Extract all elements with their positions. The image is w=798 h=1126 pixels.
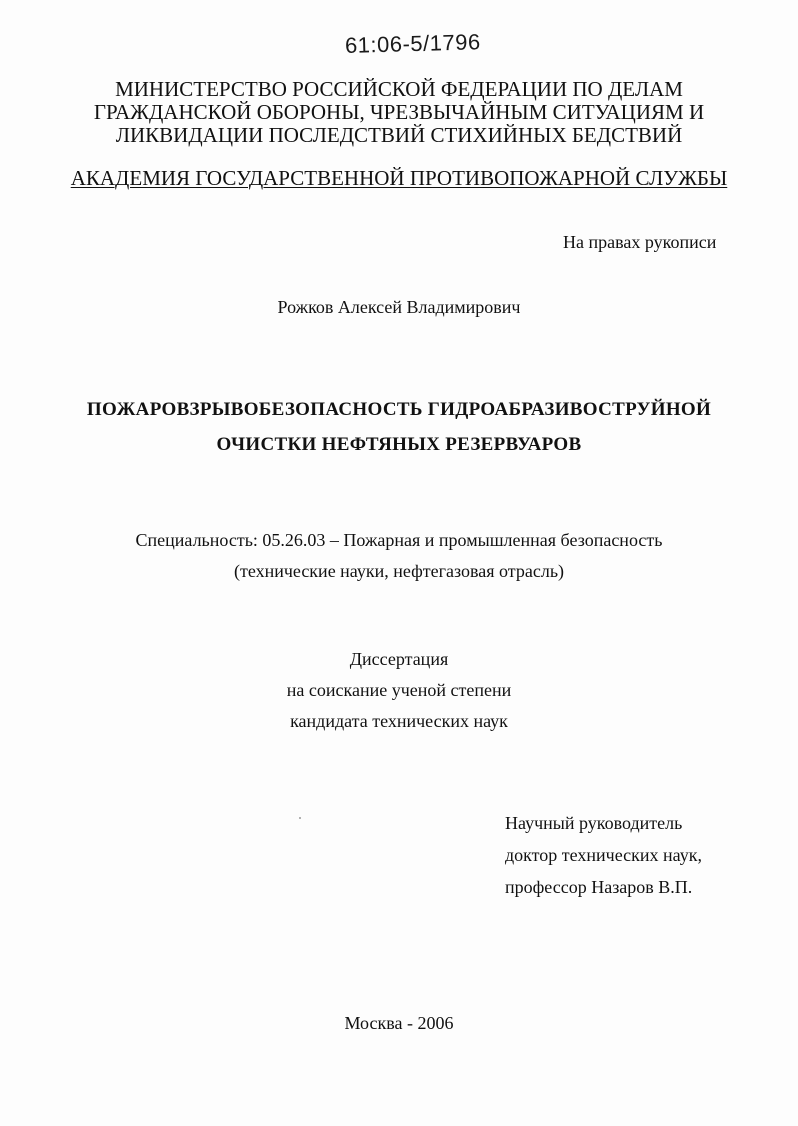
- specialty-block: [0, 525, 798, 587]
- degree-line-1: Диссертация: [349, 649, 449, 669]
- degree-block: [0, 644, 798, 737]
- supervisor-line-3: профессор Назаров В.П.: [505, 877, 693, 897]
- library-code: 61:06-5/1796: [344, 29, 481, 58]
- academy-name: [0, 166, 798, 190]
- rights-note: На правах рукописи: [563, 232, 717, 252]
- supervisor-block: [505, 807, 702, 903]
- title-line-1: ПОЖАРОВЗРЫВОБЕЗОПАСНОСТЬ ГИДРОАБРАЗИВОСТРУЙНОЙ: [86, 399, 712, 420]
- ministry-line-1: МИНИСТЕРСТВО РОССИЙСКОЙ ФЕДЕРАЦИИ ПО ДЕЛАМ: [115, 77, 683, 101]
- scan-speck: [299, 817, 301, 819]
- degree-line-3: кандидата технических наук: [290, 711, 508, 731]
- supervisor-line-1: Научный руководитель: [505, 813, 683, 833]
- specialty-line-1: Специальность: 05.26.03 – Пожарная и промышленная безопасность: [135, 530, 663, 550]
- author-name: Рожков Алексей Владимирович: [277, 297, 521, 317]
- specialty-line-2: (технические науки, нефтегазовая отрасль): [233, 561, 565, 581]
- city-year: Москва - 2006: [344, 1013, 454, 1033]
- title-line-2: ОЧИСТКИ НЕФТЯНЫХ РЕЗЕРВУАРОВ: [216, 434, 582, 455]
- dissertation-title: [0, 392, 798, 462]
- supervisor-line-2: доктор технических наук,: [505, 845, 702, 865]
- ministry-header: [0, 78, 798, 147]
- ministry-line-3: ЛИКВИДАЦИИ ПОСЛЕДСТВИЙ СТИХИЙНЫХ БЕДСТВИЙ: [115, 123, 683, 147]
- ministry-line-2: ГРАЖДАНСКОЙ ОБОРОНЫ, ЧРЕЗВЫЧАЙНЫМ СИТУАЦИЯМ И: [93, 100, 705, 124]
- degree-line-2: на соискание ученой степени: [286, 680, 512, 700]
- academy-name-text: АКАДЕМИЯ ГОСУДАРСТВЕННОЙ ПРОТИВОПОЖАРНОЙ СЛУЖБЫ: [70, 166, 728, 190]
